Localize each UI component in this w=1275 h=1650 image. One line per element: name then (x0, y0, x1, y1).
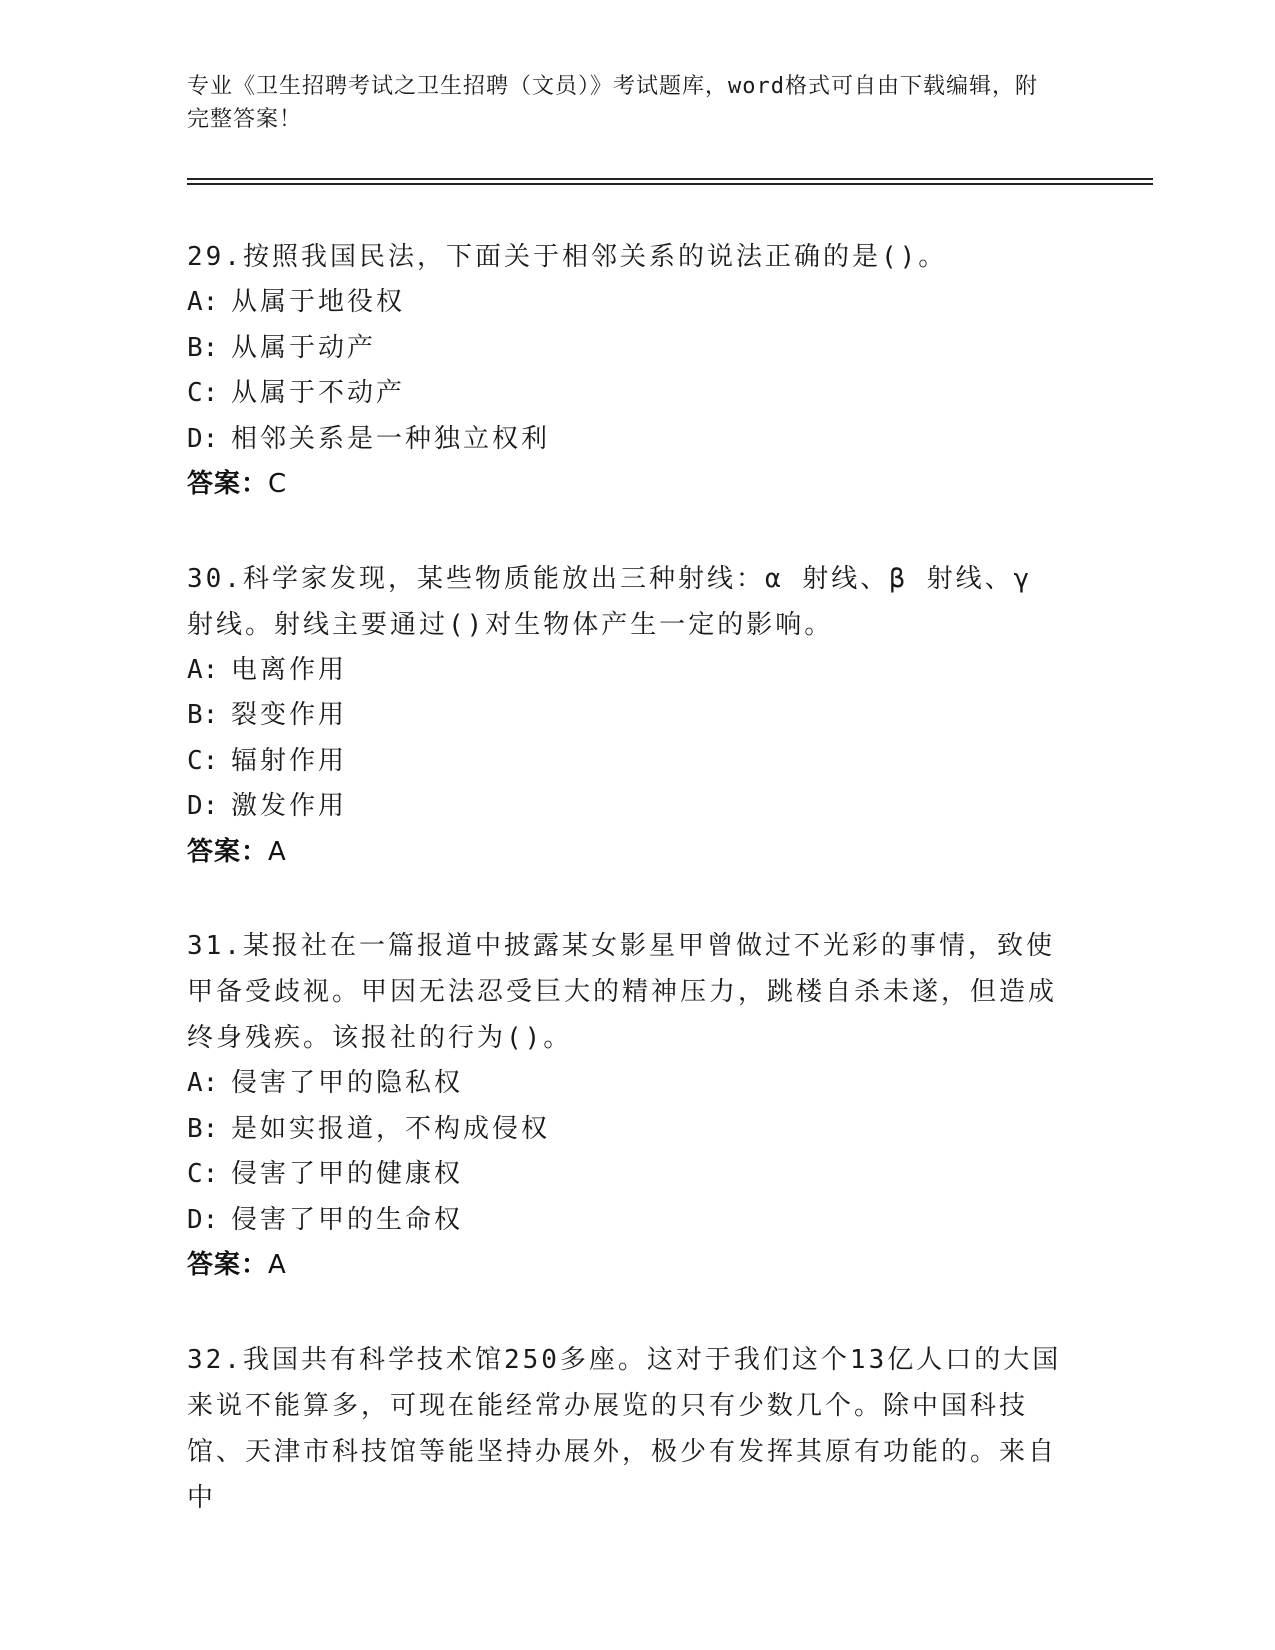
question-32 (187, 1337, 1067, 1521)
option-letter: B: (187, 1113, 219, 1144)
question-list (187, 234, 1067, 1569)
option-text: 激发作用 (231, 791, 348, 821)
answer-value: A (268, 1250, 287, 1280)
option-a (187, 1061, 1067, 1107)
answer-line (187, 1243, 1067, 1289)
answer-label: 答案： (187, 1250, 269, 1280)
option-text: 电离作用 (231, 654, 348, 685)
option-letter: A: (187, 1068, 219, 1098)
option-text: 侵害了甲的隐私权 (231, 1068, 464, 1098)
document-header: 专业《卫生招聘考试之卫生招聘（文员）》考试题库，word格式可自由下载编辑，附完整答案！ (187, 74, 1038, 132)
header-divider-bottom (187, 183, 1153, 185)
option-b (187, 693, 1067, 739)
option-a (187, 648, 1067, 694)
question-text: 31.某报社在一篇报道中披露某女影星甲曾做过不光彩的事情，致使甲备受歧视。甲因无法忍受巨大的精神压力，跳楼自杀未遂，但造成终身残疾。该报社的行为()。 (187, 931, 1058, 1053)
answer-label: 答案： (187, 836, 269, 867)
option-c (187, 371, 1067, 417)
answer-line (187, 462, 1067, 508)
option-text: 侵害了甲的生命权 (231, 1204, 464, 1235)
option-letter: A: (187, 654, 219, 685)
question-text: 32.我国共有科学技术馆250多座。这对于我们这个13亿人口的大国来说不能算多，可现在能经常办展览的只有少数几个。除中国科技馆、天津市科技馆等能坚持办展外，极少有发挥其原有功能的。来自中 (187, 1344, 1062, 1513)
option-text: 辐射作用 (231, 745, 348, 776)
option-text: 是如实报道，不构成侵权 (231, 1113, 551, 1144)
answer-value: C (268, 469, 288, 499)
question-text: 30.科学家发现，某些物质能放出三种射线：α 射线、β 射线、γ 射线。射线主要通过()对生物体产生一定的影响。 (187, 563, 1033, 640)
option-letter: B: (187, 700, 219, 730)
option-text: 从属于动产 (231, 332, 377, 363)
option-text: 侵害了甲的健康权 (231, 1159, 464, 1189)
option-letter: A: (187, 287, 219, 317)
option-c (187, 739, 1067, 785)
option-letter: D: (187, 423, 219, 454)
option-c (187, 1152, 1067, 1198)
option-text: 从属于不动产 (231, 378, 406, 408)
option-text: 从属于地役权 (231, 287, 406, 317)
question-31 (187, 923, 1067, 1289)
option-letter: D: (187, 1204, 219, 1235)
option-text: 裂变作用 (231, 700, 348, 730)
option-letter: D: (187, 791, 219, 821)
header-divider-top (187, 178, 1153, 180)
answer-value: A (268, 836, 287, 867)
answer-line (187, 830, 1067, 876)
question-30 (187, 556, 1067, 876)
option-a (187, 280, 1067, 326)
option-b (187, 1107, 1067, 1153)
option-letter: C: (187, 1159, 219, 1189)
option-d (187, 1198, 1067, 1244)
question-29 (187, 234, 1067, 508)
option-text: 相邻关系是一种独立权利 (231, 423, 551, 454)
option-b (187, 326, 1067, 372)
option-letter: C: (187, 378, 219, 408)
option-d (187, 784, 1067, 830)
option-letter: C: (187, 745, 219, 776)
question-text: 29.按照我国民法，下面关于相邻关系的说法正确的是()。 (187, 242, 948, 272)
option-letter: B: (187, 332, 219, 363)
option-d (187, 417, 1067, 463)
answer-label: 答案： (187, 469, 269, 499)
